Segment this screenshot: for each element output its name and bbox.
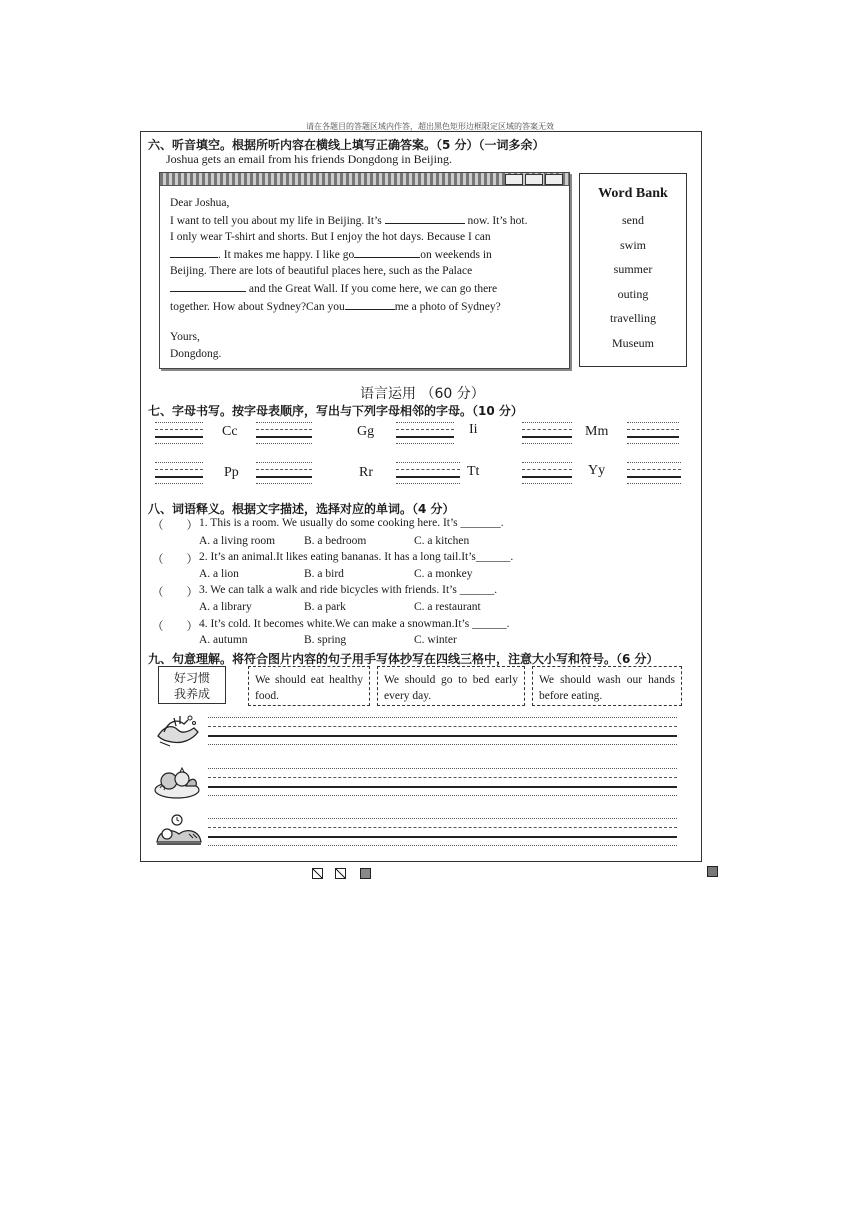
sleeping-icon	[153, 812, 205, 855]
letter-label: Ii	[469, 422, 478, 437]
letter-grid[interactable]	[627, 422, 679, 445]
answer-paren[interactable]: （ ）	[152, 554, 198, 566]
email-line: I want to tell you about my life in Beijing. It’s	[170, 214, 385, 227]
question-text: 4. It’s cold. It becomes white.We can make a snowman.It’s ______.	[199, 618, 510, 630]
maximize-icon	[525, 174, 543, 185]
hand-washing-icon	[154, 712, 202, 753]
answer-blank[interactable]	[385, 212, 465, 224]
letter-grid[interactable]	[256, 462, 312, 485]
letter-grid[interactable]	[155, 462, 203, 485]
email-line: . It makes me happy. I like go	[218, 248, 355, 261]
email-line: Beijing. There are lots of beautiful places here, such as the Palace	[170, 265, 473, 278]
letter-label: Rr	[359, 465, 373, 480]
question-text: 2. It’s an animal.It likes eating bananas. It has a long tail.It’s______.	[199, 551, 514, 563]
writing-lines[interactable]	[208, 818, 677, 848]
letter-grid[interactable]	[396, 422, 454, 445]
option-a: A. a living room	[199, 535, 276, 547]
letter-grid[interactable]	[522, 422, 572, 445]
section7-title: 七、字母书写。按字母表顺序，写出与下列字母相邻的字母。（10 分）	[148, 404, 523, 418]
option-a: A. a lion	[199, 568, 239, 580]
letter-grid[interactable]	[155, 422, 203, 445]
window-titlebar	[160, 173, 569, 186]
email-line: me a photo of Sydney?	[394, 300, 501, 313]
marker-square-icon	[360, 868, 371, 879]
marker-square-icon	[707, 866, 718, 877]
letter-label: Tt	[467, 464, 480, 479]
answer-blank[interactable]	[170, 246, 218, 258]
option-a: A. a library	[199, 601, 252, 613]
question-text: 1. This is a room. We usually do some cooking here. It’s _______.	[199, 517, 504, 529]
word-bank-item: outing	[617, 286, 649, 301]
option-c: C. a restaurant	[414, 601, 481, 613]
marker-square-icon	[312, 868, 323, 879]
option-b: B. a park	[304, 601, 346, 613]
email-line: and the Great Wall. If you come here, we can go there	[246, 282, 498, 295]
closing-text: Yours,	[170, 331, 200, 343]
food-icon	[152, 764, 202, 805]
answer-paren[interactable]: （ ）	[152, 520, 198, 532]
email-line: together. How about Sydney?Can you	[170, 300, 345, 313]
answer-blank[interactable]	[170, 280, 246, 292]
email-greeting: Dear Joshua,	[170, 197, 230, 209]
option-b: B. a bedroom	[304, 535, 367, 547]
word-bank-title: Word Bank	[598, 186, 668, 201]
section6-title: 六、听音填空。根据所听内容在横线上填写正确答案。（5 分）（一词多余）	[148, 138, 545, 152]
part-title: 语言运用 （60 分）	[360, 386, 485, 402]
word-bank-item: swim	[619, 237, 646, 252]
section6-intro: Joshua gets an email from his friends Dongdong in Beijing.	[166, 152, 452, 166]
word-bank-item: Museum	[612, 335, 654, 350]
writing-lines[interactable]	[208, 768, 677, 798]
letter-label: Mm	[585, 424, 609, 439]
letter-grid[interactable]	[627, 462, 681, 485]
letter-grid[interactable]	[256, 422, 312, 445]
answer-blank[interactable]	[354, 246, 420, 258]
section8-title: 八、词语释义。根据文字描述，选择对应的单词。（4 分）	[148, 502, 455, 516]
letter-label: Gg	[357, 424, 375, 439]
email-body	[170, 195, 558, 315]
minimize-icon	[505, 174, 523, 185]
email-line: I only wear T-shirt and shorts. But I enjoy the hot days. Because I can	[170, 231, 491, 244]
letter-label: Cc	[222, 424, 238, 439]
email-window	[159, 172, 570, 369]
letter-label: Yy	[588, 463, 606, 478]
answer-blank[interactable]	[345, 298, 395, 310]
habit-label-line: 我养成	[173, 687, 210, 701]
letter-grid[interactable]	[522, 462, 572, 485]
word-bank-item: send	[622, 213, 644, 227]
option-c: C. a monkey	[414, 568, 473, 580]
option-c: C. a kitchen	[414, 535, 470, 547]
letter-label: Pp	[224, 465, 239, 480]
section9-title: 九、句意理解。将符合图片内容的句子用手写体抄写在四线三格中，注意大小写和符号。（6 分）	[148, 652, 659, 666]
option-c: C. winter	[414, 634, 457, 646]
top-note: 请在各题目的答题区域内作答，超出黑色矩形边框限定区域的答案无效	[306, 122, 554, 131]
writing-lines[interactable]	[208, 717, 677, 747]
option-b: B. spring	[304, 634, 347, 646]
email-line: on weekends in	[420, 248, 492, 261]
option-a: A. autumn	[199, 634, 248, 646]
close-icon	[545, 174, 563, 185]
email-closing	[170, 329, 221, 363]
word-bank-item: summer	[613, 262, 653, 277]
sentence-option: We should eat healthy food.	[248, 666, 370, 706]
sentence-option: We should wash our hands before eating.	[532, 666, 682, 706]
answer-paren[interactable]: （ ）	[152, 621, 198, 633]
option-b: B. a bird	[304, 568, 344, 580]
letter-grid[interactable]	[396, 462, 460, 485]
habit-label-line: 好习惯	[173, 671, 210, 685]
signature-text: Dongdong.	[170, 348, 222, 360]
sentence-option: We should go to bed early every day.	[377, 666, 525, 706]
word-bank	[579, 173, 687, 367]
email-line: now. It’s hot.	[464, 214, 528, 227]
habit-label-box	[158, 666, 226, 704]
answer-paren[interactable]: （ ）	[152, 587, 198, 599]
question-text: 3. We can talk a walk and ride bicycles with friends. It’s ______.	[199, 584, 498, 596]
word-bank-item: travelling	[610, 311, 656, 326]
marker-square-icon	[335, 868, 346, 879]
